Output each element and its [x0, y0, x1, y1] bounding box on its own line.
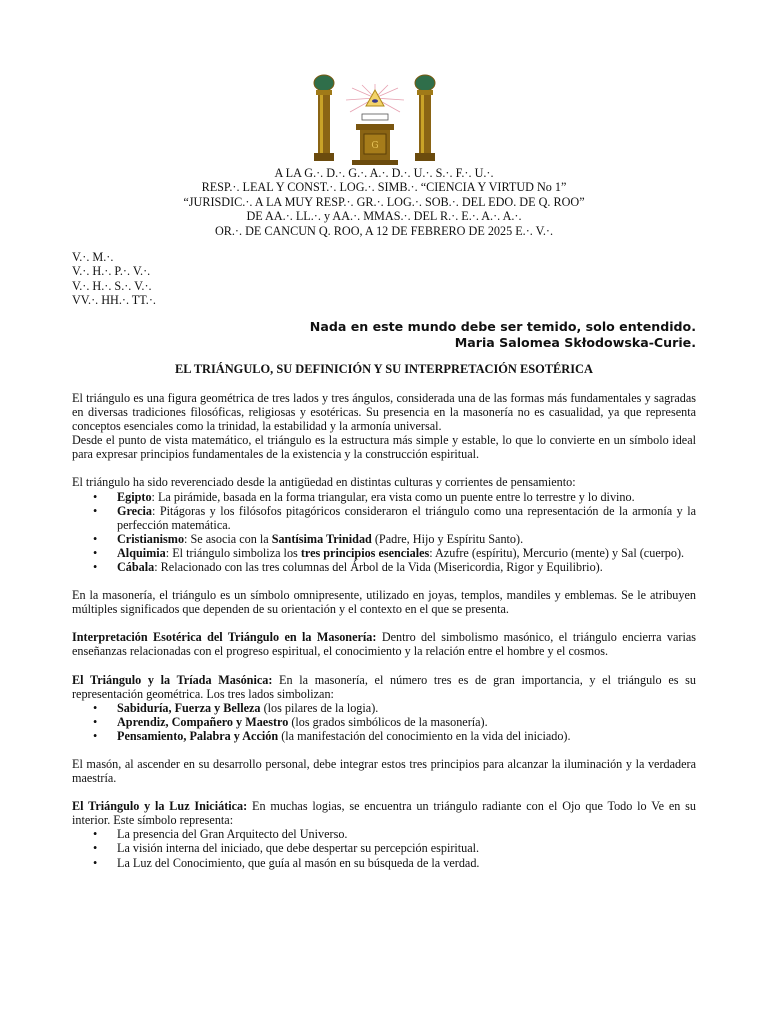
paragraph-intro: El triángulo es una figura geométrica de tres lados y tres ángulos, considerada una de las formas más fundamentales y sagradas en diversas tradiciones filosóficas, religiosas y esotéricas. Su presencia en la masonería no es casualidad, ya que representa conceptos esenciales como la trinidad, la estabilidad y la armonía universal. [72, 391, 696, 434]
list-item: • Cristianismo: Se asocia con la Santísima Trinidad (Padre, Hijo y Espíritu Santo). [117, 532, 696, 546]
salutation-line: VV.·. HH.·. TT.·. [72, 293, 156, 308]
paragraph-light: El Triángulo y la Luz Iniciática: En muchas logias, se encuentra un triángulo radiante con el Ojo que Todo lo Ve en su interior. Este símbolo representa: [72, 799, 697, 828]
right-column [415, 75, 435, 161]
header-line: OR.·. DE CANCUN Q. ROO, A 12 DE FEBRERO DE 2025 E.·. V.·. [214, 223, 554, 238]
paragraph-triad: El Triángulo y la Tríada Masónica: En la masonería, el número tres es de gran importancia, y el triángulo es su representación geométrica. Los tres lados simbolizan: [72, 672, 696, 701]
list-item: • Sabiduría, Fuerza y Belleza (los pilares de la logia). [117, 701, 696, 715]
header-line: DE AA.·. LL.·. y AA.·. MMAS.·. DEL R.·. E.·. A.·. A.·. [246, 209, 522, 224]
list-item: • Cábala: Relacionado con las tres columnas del Árbol de la Vida (Misericordia, Rigor y Equilibrio). [117, 560, 696, 574]
quote-text: Nada en este mundo debe ser temido, solo entendido. [309, 319, 696, 334]
salutation-line: V.·. H.·. S.·. V.·. [72, 278, 152, 293]
quote-author: Maria Salomea Skłodowska-Curie. [454, 335, 696, 350]
document-title: EL TRIÁNGULO, SU DEFINICIÓN Y SU INTERPRETACIÓN ESOTÉRICA [175, 362, 593, 376]
list-item: • Egipto: La pirámide, basada en la forma triangular, era vista como un puente entre lo terrestre y lo divino. [117, 490, 696, 504]
salutation-list [72, 250, 156, 308]
header-line: RESP.·. LEAL Y CONST.·. LOG.·. SIMB.·. “CIENCIA Y VIRTUD No 1” [201, 180, 567, 195]
paragraph-history: El triángulo ha sido reverenciado desde la antigüedad en distintas culturas y corrientes de pensamiento: [72, 475, 576, 490]
paragraph-math: Desde el punto de vista matemático, el triángulo es la estructura más simple y estable, lo que lo convierte en un símbolo ideal para expresar principios fundamentales de la existencia y la construcción espiritual. [72, 433, 696, 462]
cultures-list [72, 490, 696, 575]
triad-list [72, 701, 696, 743]
lodge-header [72, 166, 696, 238]
list-item: • La visión interna del iniciado, que debe despertar su percepción espiritual. [117, 841, 696, 855]
light-list [72, 827, 696, 869]
salutation-line: V.·. M.·. [72, 250, 114, 264]
list-item: • Alquimia: El triángulo simboliza los tres principios esenciales: Azufre (espíritu), Mercurio (mente) y Sal (cuerpo). [117, 546, 696, 560]
masonic-emblem [310, 74, 440, 166]
salutation-line: V.·. H.·. P.·. V.·. [72, 264, 151, 279]
altar-icon [352, 114, 398, 165]
paragraph-masonry: En la masonería, el triángulo es un símbolo omnipresente, utilizado en joyas, templos, mandiles y emblemas. Se le atribuyen múltiples significados que dependen de su orientación y el contexto en el que se presenta. [72, 588, 696, 617]
list-item: • Aprendiz, Compañero y Maestro (los grados simbólicos de la masonería). [117, 715, 696, 729]
list-item: • La Luz del Conocimiento, que guía al masón en su búsqueda de la verdad. [117, 856, 696, 870]
list-item: • Pensamiento, Palabra y Acción (la manifestación del conocimiento en la vida del iniciado). [117, 729, 696, 743]
list-item: • La presencia del Gran Arquitecto del Universo. [117, 827, 696, 841]
left-column [314, 75, 334, 161]
header-line: “JURISDIC.·. A LA MUY RESP.·. GR.·. LOG.·. SOB.·. DEL EDO. DE Q. ROO” [183, 194, 585, 209]
paragraph-ascend: El masón, al ascender en su desarrollo personal, debe integrar estos tres principios para alcanzar la iluminación y la verdadera maestría. [72, 756, 696, 786]
list-item: • Grecia: Pitágoras y los filósofos pitagóricos consideraron el triángulo como una representación de la armonía y la perfección matemática. [117, 504, 696, 532]
svg-text:G: G [371, 141, 379, 151]
epigraph-quote [200, 319, 696, 351]
header-line: A LA G.·. D.·. G.·. A.·. D.·. U.·. S.·. F.·. U.·. [274, 166, 494, 180]
radiant-triangle-icon [346, 84, 404, 112]
paragraph-esoteric: Interpretación Esotérica del Triángulo en la Masonería: Dentro del simbolismo masónico, el triángulo encierra varias enseñanzas relacionadas con el progreso espiritual, el conocimiento y la relación entre el hombre y el cosmos. [72, 630, 696, 659]
document-body [72, 391, 696, 870]
